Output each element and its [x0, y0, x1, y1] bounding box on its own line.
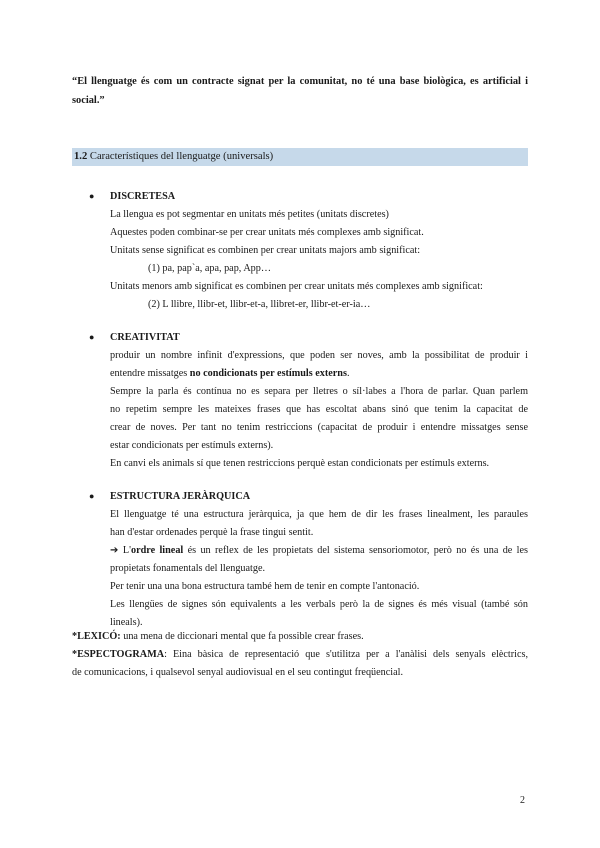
- item-estructura-jerarquica: [72, 487, 528, 632]
- text-line: no repetim sempre les mateixes frases que has escoltat abans sinó que tenim la capacitat de: [110, 404, 528, 415]
- text-line: Unitats menors amb significat es combinen per crear unitats més complexes amb significat:: [110, 281, 483, 292]
- section-heading: [72, 148, 528, 166]
- text-line: lineals).: [110, 617, 143, 628]
- note-term: *LEXICÓ:: [72, 631, 121, 642]
- page-number: 2: [520, 795, 525, 806]
- text-line: han d'estar ordenades perquè la frase tingui sentit.: [110, 527, 314, 538]
- arrow-icon: ➔: [110, 545, 119, 556]
- text-line: Per tenir una una bona estructura també hem de tenir en compte l'antonació.: [110, 581, 420, 592]
- text-line: estar condicionats per estímuls externs).: [110, 440, 274, 451]
- bullet-icon: ●: [89, 332, 95, 342]
- note-espectograma: *ESPECTOGRAMA: Eina bàsica de representació que s'utilitza per a l'anàlisi dels senyals elèctrics,: [72, 649, 528, 660]
- item-title: DISCRETESA: [110, 191, 176, 202]
- text-line: ➔ L'ordre lineal és un reflex de les propietats del sistema sensoriomotor, però no és una de les: [110, 545, 528, 556]
- bullet-icon: ●: [89, 491, 95, 501]
- note-continuation: de comunicacions, i qualsevol senyal audiovisual en el seu contingut freqüencial.: [72, 667, 403, 678]
- text-line: crear de noves. Per tant no tenim restriccions (capacitat de produir i entendre missatges sense: [110, 422, 528, 433]
- item-creativitat: [72, 328, 528, 473]
- intro-quote: “El llenguatge és com un contracte signat per la comunitat, no té una base biològica, es artificial i social.”: [72, 76, 528, 106]
- text-line: propietats fonamentals del llenguatge.: [110, 563, 266, 574]
- example-line: (1) pa, pap`a, apa, pap, App…: [148, 263, 272, 274]
- text-line: Unitats sense significat es combinen per crear unitats majors amb significat:: [110, 245, 421, 256]
- emphasis-text: no condicionats per estímuls externs: [189, 368, 347, 379]
- text-line: En canvi els animals sí que tenen restriccions perquè estan condicionats per estímuls externs.: [110, 458, 490, 469]
- text-line: entendre missatges no condicionats per estímuls externs.: [110, 368, 350, 379]
- text-line: El llenguatge té una estructura jeràrquica, ja que hem de dir les frases linealment, les paraules: [110, 509, 528, 520]
- note-term: *ESPECTOGRAMA: [72, 649, 165, 660]
- item-discretesa: [72, 187, 528, 314]
- section-title: Característiques del llenguatge (universals): [89, 151, 274, 162]
- example-line: (2) L llibre, llibr-et, llibr-et-a, llibret-er, llibr-et-er-ia…: [148, 299, 371, 310]
- note-lexico: *LEXICÓ: una mena de diccionari mental que fa possible crear frases.: [72, 631, 364, 642]
- text-line: Sempre la parla és contínua no es separa per lletres o síl·labes a l'hora de parlar. Quan parlem: [110, 386, 528, 397]
- item-title: CREATIVITAT: [110, 332, 180, 343]
- text-line: Les llengües de signes són equivalents a les verbals però la de signes és més visual (també són: [110, 599, 528, 610]
- glossary-notes: [72, 628, 528, 682]
- bullet-icon: ●: [89, 191, 95, 201]
- text-line: Aquestes poden combinar-se per crear unitats més complexes amb significat.: [110, 227, 424, 238]
- emphasis-text: ordre lineal: [130, 545, 184, 556]
- item-title: ESTRUCTURA JERÀRQUICA: [110, 491, 251, 502]
- text-line: produir un nombre infinit d'expressions, que poden ser noves, amb la possibilitat de produir i: [110, 350, 528, 361]
- text-line: La llengua es pot segmentar en unitats més petites (unitats discretes): [110, 209, 389, 220]
- section-number: 1.2: [74, 151, 88, 162]
